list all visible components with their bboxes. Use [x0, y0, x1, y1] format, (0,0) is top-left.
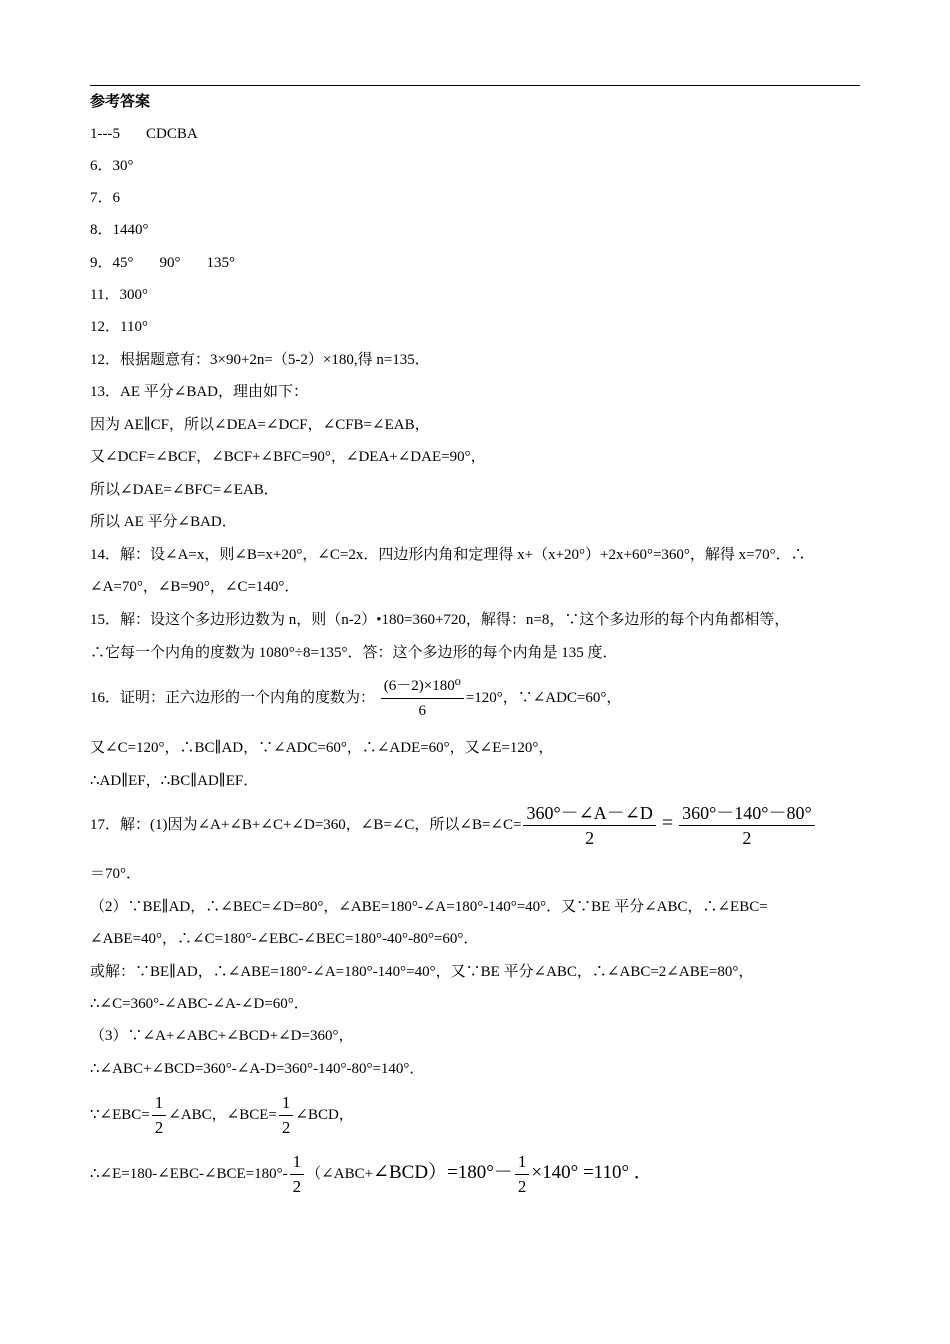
answer-1-5-num: 1---5	[90, 126, 120, 142]
answer-9-a: 9．45°	[90, 255, 134, 271]
q17-p3c-text-3: ∠BCD，	[295, 1106, 354, 1123]
q13-line-5: 所以 AE 平分∠BAD．	[90, 514, 237, 530]
q16-line-2: 又∠C=120°，∴BC∥AD，∵∠ADC=60°，∴∠ADE=60°，又∠E=120°，	[90, 740, 554, 756]
q17-p3c-text-2: ∠ABC，∠BCE=	[168, 1106, 277, 1123]
q17-p3d-text-5: ×140° =110° ．	[531, 1161, 653, 1183]
q17-p3d-minus: －	[493, 1161, 513, 1183]
q17-part3-line-2: ∴∠ABC+∠BCD=360°-∠A-D=360°-140°-80°=140°．	[90, 1061, 425, 1077]
q17-frac2-denominator: 2	[742, 828, 752, 848]
q17-equals: =	[661, 811, 674, 834]
q17-result: ＝70°．	[90, 866, 141, 882]
q17-line-1	[90, 803, 817, 848]
q17-alt-line-1: 或解：∵BE∥AD，∴∠ABE=180°-∠A=180°-140°=40°，又∵BE 平分∠ABC，∴∠ABC=2∠ABE=80°，	[90, 964, 754, 980]
q13-line-4: 所以∠DAE=∠BFC=∠EAB．	[90, 482, 279, 498]
q17-p3c-text-1: ∵∠EBC=	[90, 1106, 150, 1123]
q14-line-1: 14．解：设∠A=x，则∠B=x+20°，∠C=2x．四边形内角和定理得 x+（x+20°）+2x+60°=360°，解得 x=70°．∴	[90, 547, 806, 563]
q16-fraction	[381, 676, 464, 721]
q17-half-fraction-4	[515, 1152, 530, 1197]
top-rule	[90, 85, 860, 86]
q16-suffix: =120°，∵∠ADC=60°，	[465, 689, 622, 706]
q17-part3-line-3	[90, 1093, 354, 1138]
answer-12a: 12．110°	[90, 319, 148, 335]
q17-half-fraction-2	[279, 1093, 294, 1138]
q17-fraction-1	[523, 803, 655, 848]
half-denominator: 2	[154, 1118, 164, 1137]
q17-frac1-numerator: 360°－∠A－∠D	[523, 803, 655, 826]
q17-half-fraction-3	[290, 1152, 305, 1197]
answer-9-b: 90°	[159, 255, 181, 271]
q17-frac2-numerator: 360°－140°－80°	[679, 803, 815, 826]
answer-7: 7．6	[90, 190, 121, 206]
q15-line-1: 15．解：设这个多边形边数为 n，则（n-2）•180=360+720，解得：n=8，∵这个多边形的每个内角都相等，	[90, 612, 790, 628]
q17-half-fraction-1	[152, 1093, 167, 1138]
half-numerator: 1	[515, 1152, 530, 1175]
q17-part2-line-2: ∠ABE=40°，∴∠C=180°-∠EBC-∠BEC=180°-40°-80°=60°．	[90, 931, 479, 947]
q16-frac-denominator: 6	[418, 703, 426, 719]
answer-8: 8．1440°	[90, 222, 149, 238]
q15-line-2: ∴它每一个内角的度数为 1080°÷8=135°．答：这个多边形的每个内角是 135 度．	[90, 645, 618, 661]
q16-line-3: ∴AD∥EF，∴BC∥AD∥EF．	[90, 773, 259, 789]
q17-p3d-text-1: ∴∠E=180-∠EBC-∠BCE=180°-	[90, 1165, 288, 1182]
q17-prefix: 17．解：(1)因为∠A+∠B+∠C+∠D=360，∠B=∠C，所以∠B=∠C=	[90, 816, 522, 833]
q17-frac1-denominator: 2	[585, 828, 595, 848]
q17-p3d-text-2: （∠ABC+	[306, 1165, 374, 1182]
answer-1-5-val: CDCBA	[146, 126, 198, 142]
q17-part3-line-4	[90, 1152, 653, 1197]
q16-prefix: 16．证明：正六边形的一个内角的度数为：	[90, 689, 376, 706]
q13-line-3: 又∠DCF=∠BCF，∠BCF+∠BFC=90°，∠DEA+∠DAE=90°，	[90, 449, 486, 465]
q14-line-2: ∠A=70°，∠B=90°，∠C=140°．	[90, 579, 300, 595]
answer-1-5	[90, 124, 198, 144]
half-numerator: 1	[279, 1093, 294, 1116]
half-numerator: 1	[290, 1152, 305, 1175]
half-denominator: 2	[517, 1177, 527, 1196]
q16-frac-numerator: (6－2)×180⁰	[381, 676, 464, 699]
q17-fraction-2	[679, 803, 815, 848]
answer-6: 6．30°	[90, 158, 134, 174]
q13-line-2: 因为 AE∥CF，所以∠DEA=∠DCF，∠CFB=∠EAB，	[90, 417, 430, 433]
half-numerator: 1	[152, 1093, 167, 1116]
q17-part3-line-1: （3）∵∠A+∠ABC+∠BCD+∠D=360°，	[90, 1028, 354, 1044]
answer-12b: 12．根据题意有：3×90+2n=（5-2）×180,得 n=135．	[90, 352, 430, 368]
half-denominator: 2	[281, 1118, 291, 1137]
q17-alt-line-2: ∴∠C=360°-∠ABC-∠A-∠D=60°．	[90, 996, 309, 1012]
q16-line-1	[90, 676, 621, 721]
half-denominator: 2	[292, 1177, 302, 1196]
answer-9-c: 135°	[206, 255, 235, 271]
q13-line-1: 13．AE 平分∠BAD，理由如下：	[90, 384, 308, 400]
q17-part2-line-1: （2）∵BE∥AD，∴∠BEC=∠D=80°，∠ABE=180°-∠A=180°-140°=40°．又∵BE 平分∠ABC，∴∠EBC=	[90, 899, 768, 915]
page-heading: 参考答案	[90, 94, 151, 110]
answer-9	[90, 253, 235, 273]
q17-p3d-text-3: ∠BCD）=180°	[373, 1161, 494, 1183]
answer-11: 11．300°	[90, 287, 148, 303]
